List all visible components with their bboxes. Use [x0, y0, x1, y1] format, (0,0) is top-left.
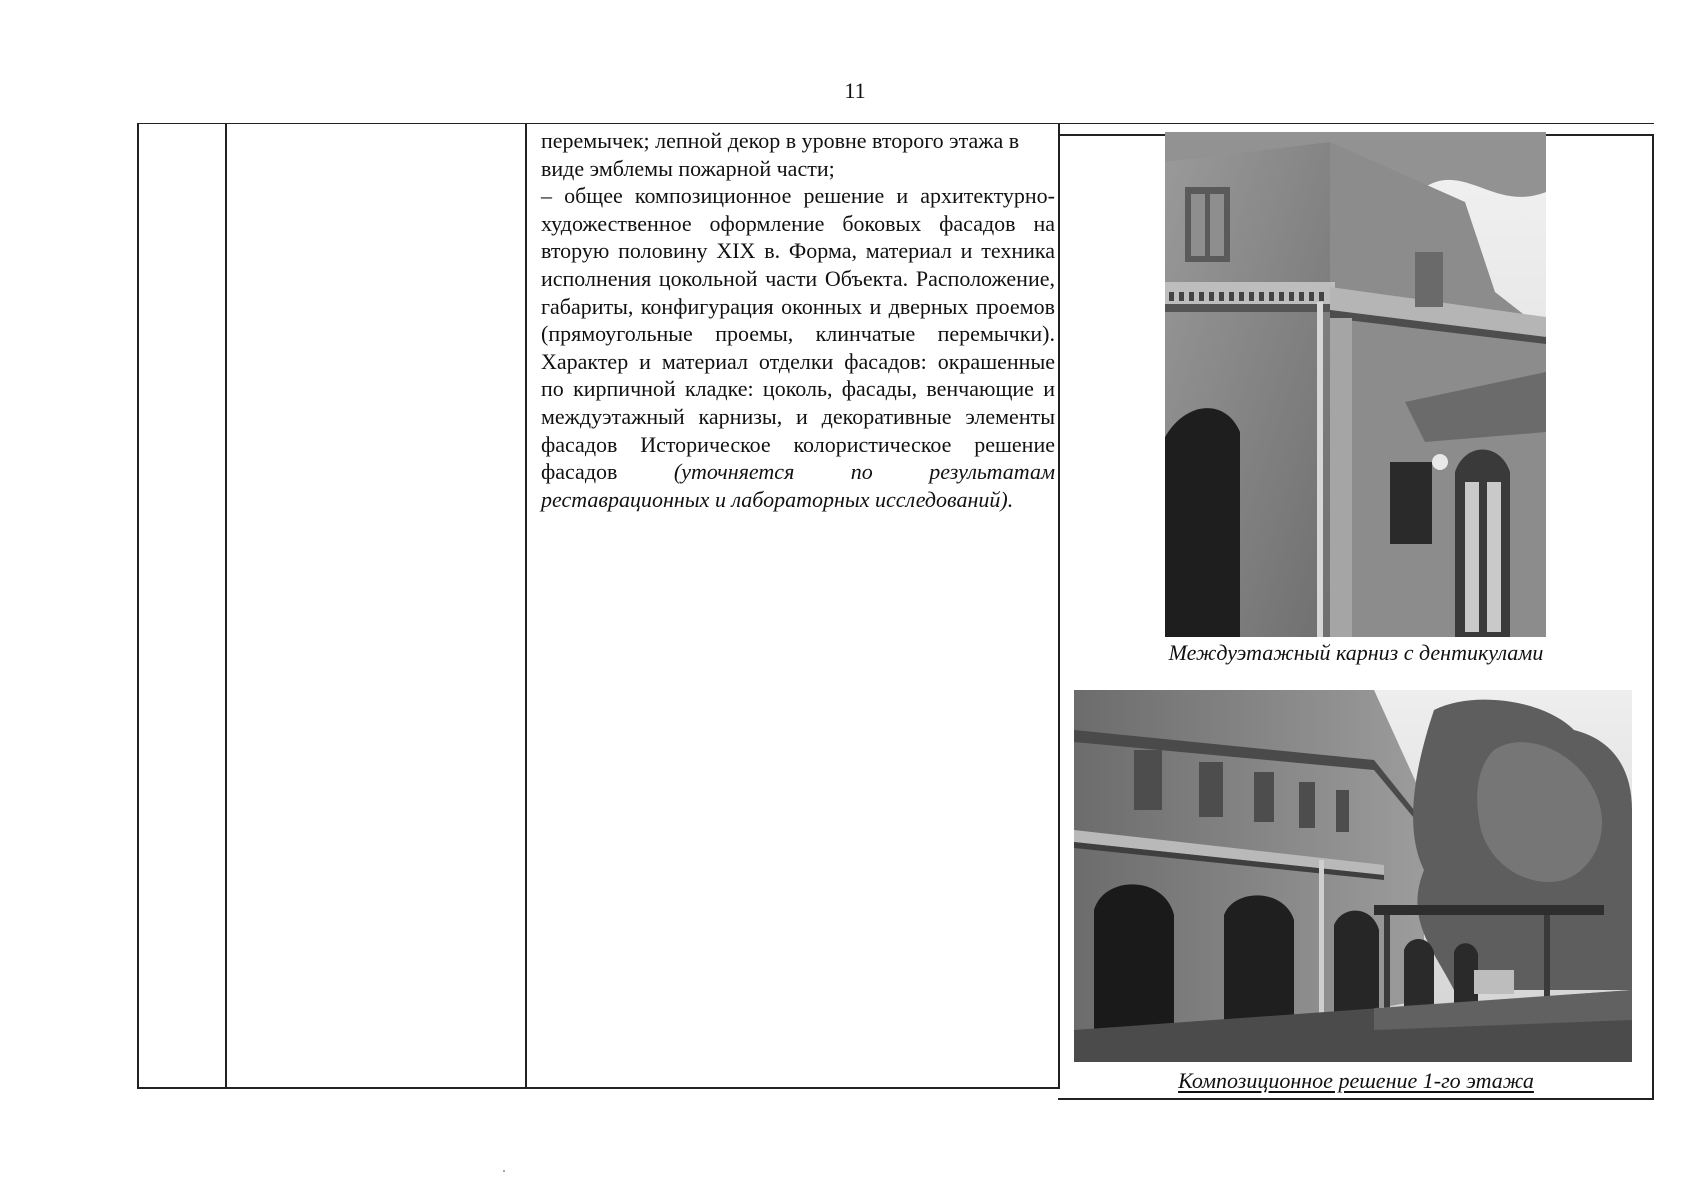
scan-speck	[503, 1170, 505, 1172]
table-border-bottom	[137, 1087, 1060, 1089]
table-divider-3	[1058, 124, 1060, 1088]
photo-first-floor-image	[1074, 690, 1632, 1062]
caption-cornice: Междуэтажный карниз с дентикулами	[1168, 640, 1544, 665]
paragraph-facades-text: – общее композиционное решение и архитектурно-художественное оформление боковых фасадов на вторую половину XIX в. Форма, материал и техника исполнения цокольной части Объекта. Расположение, габариты, конфигурация оконных и дверных проемов (прямоугольные проемы, клинчатые перемычки). Характер и материал отделки фасадов: окрашенные по кирпичной кладке: цоколь, фасады, венчающие и междуэтажный карнизы, и декоративные элементы фасадов Историческое колористическое решение фасадов	[541, 183, 1055, 485]
document-table	[137, 123, 1654, 1093]
paragraph-facades	[541, 182, 1055, 513]
photo-cornice-image	[1165, 132, 1546, 637]
table-border-right	[1652, 134, 1654, 1099]
paragraph-facades-note: (уточняется по результатам реставрационных и лабораторных исследований).	[541, 459, 1055, 512]
photo-cornice	[1165, 132, 1546, 637]
paragraph-continuation: перемычек; лепной декор в уровне второго этажа в виде эмблемы пожарной части;	[541, 128, 1020, 181]
caption-first-floor: Композиционное решение 1-го этажа	[1178, 1068, 1534, 1093]
table-border-left	[137, 124, 139, 1088]
table-divider-2	[525, 124, 527, 1088]
table-divider-1	[225, 124, 227, 1088]
photo-first-floor	[1074, 690, 1632, 1062]
table-border-bottom-right	[1058, 1098, 1654, 1100]
page-number: 11	[844, 78, 866, 103]
description-cell	[541, 127, 1055, 513]
